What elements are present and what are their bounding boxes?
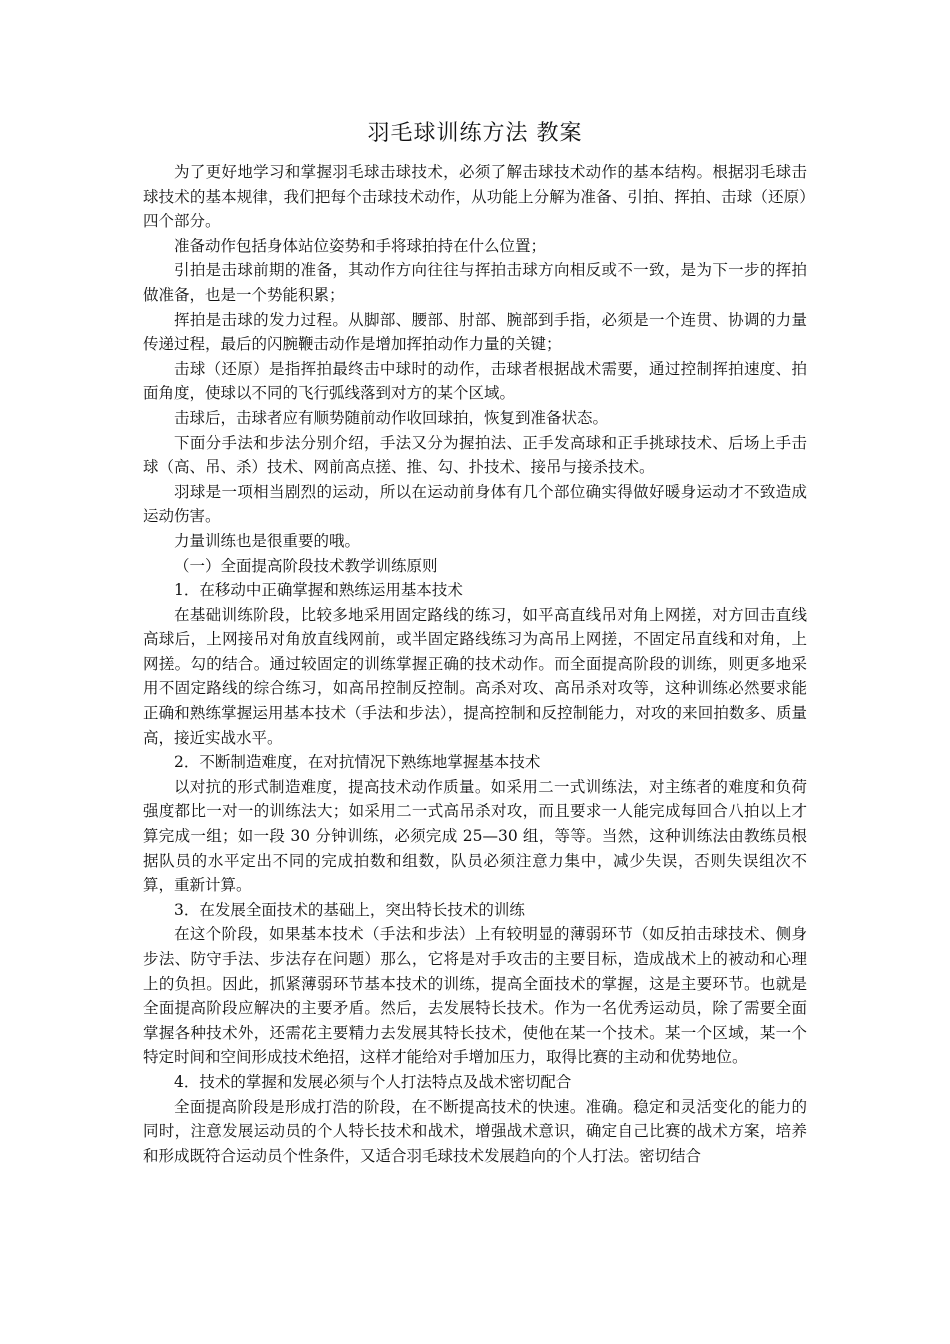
subheading-4: 4．技术的掌握和发展必须与个人打法特点及战术密切配合 [174,1072,572,1091]
document-title: 羽毛球训练方法 教案 [367,121,583,146]
paragraph-body-4: 全面提高阶段是形成打浩的阶段，在不断提高技术的快速。准确。稳定和灵活变化的能力的同时，注意发展运动员的个人特长技术和战术，增强战术意识，确定自己比赛的战术方案，培养和形成既符合运动员个性条件，又适合羽毛球技术发展趋向的个人打法。密切结合 [143,1097,807,1165]
section-heading: （一）全面提高阶段技术教学训练原则 [174,556,438,575]
paragraph-recovery: 击球后，击球者应有顺势随前动作收回球拍，恢复到准备状态。 [174,408,609,427]
paragraph-body-3: 在这个阶段，如果基本技术（手法和步法）上有较明显的薄弱环节（如反拍击球技术、侧身步法、防守手法、步法存在问题）那么，它将是对手攻击的主要目标，造成战术上的被动和心理上的负担。因此，抓紧薄弱环节基本技术的训练，提高全面技术的掌握，这是主要环节。也就是全面提高阶段应解决的主要矛盾。然后，去发展特长技术。作为一名优秀运动员，除了需要全面掌握各种技术外，还需花主要精力去发展其特长技术，使他在某一个技术。某一个区域，某一个特定时间和空间形成技术绝招，这样才能给对手增加压力，取得比赛的主动和优势地位。 [143,925,807,1067]
paragraph-warmup: 羽球是一项相当剧烈的运动，所以在运动前身体有几个部位确实得做好暖身运动才不致造成运动伤害。 [143,482,807,526]
paragraph-swing: 挥拍是击球的发力过程。从脚部、腰部、肘部、腕部到手指，必须是一个连贯、协调的力量传递过程，最后的闪腕鞭击动作是增加挥拍动作力量的关键； [143,310,807,354]
paragraph-backswing: 引拍是击球前期的准备，其动作方向往往与挥拍击球方向相反或不一致，是为下一步的挥拍做准备，也是一个势能积累； [143,261,807,304]
subheading-1: 1．在移动中正确掌握和熟练运用基本技术 [174,581,463,600]
subheading-2: 2．不断制造难度，在对抗情况下熟练地掌握基本技术 [174,753,541,772]
paragraph-strength: 力量训练也是很重要的哦。 [174,531,361,550]
paragraph-body-1: 在基础训练阶段，比较多地采用固定路线的练习，如平高直线吊对角上网搓，对方回击直线高球后，上网接吊对角放直线网前，或半固定路线练习为高吊上网搓，不固定吊直线和对角，上网搓。勾的结合。通过较固定的训练掌握正确的技术动作。而全面提高阶段的训练，则更多地采用不固定路线的综合练习，如高吊控制反控制。高杀对攻、高吊杀对攻等，这种训练必然要求能正确和熟练掌握运用基本技术（手法和步法），提高控制和反控制能力，对攻的来回拍数多、质量高，接近实战水平。 [143,605,807,747]
subheading-3: 3．在发展全面技术的基础上，突出特长技术的训练 [174,900,525,919]
paragraph-intro: 为了更好地学习和掌握羽毛球击球技术，必须了解击球技术动作的基本结构。根据羽毛球击球技术的基本规律，我们把每个击球技术动作，从功能上分解为准备、引拍、挥拍、击球（还原）四个部分。 [143,163,807,231]
paragraph-preparation: 准备动作包括身体站位姿势和手将球拍持在什么位置； [174,236,547,255]
paragraph-techniques: 下面分手法和步法分别介绍，手法又分为握拍法、正手发高球和正手挑球技术、后场上手击球（高、吊、杀）技术、网前高点搓、推、勾、扑技术、接吊与接杀技术。 [143,433,807,477]
paragraph-hit: 击球（还原）是指挥拍最终击中球时的动作，击球者根据战术需要，通过控制挥拍速度、拍面角度，使球以不同的飞行弧线落到对方的某个区域。 [143,359,807,403]
document-body [143,160,807,1168]
paragraph-body-2: 以对抗的形式制造难度，提高技术动作质量。如采用二一式训练法，对主练者的难度和负荷强度都比一对一的训练法大；如采用二一式高吊杀对攻，而且要求一人能完成每回合八拍以上才算完成一组；如一段 30 分钟训练，必须完成 25—30 组，等等。当然，这种训练法由教练员根据队员的水平定出不同的完成拍数和组数，队员必须注意力集中，减少失误，否则失误组次不算，重新计算。 [143,777,807,895]
